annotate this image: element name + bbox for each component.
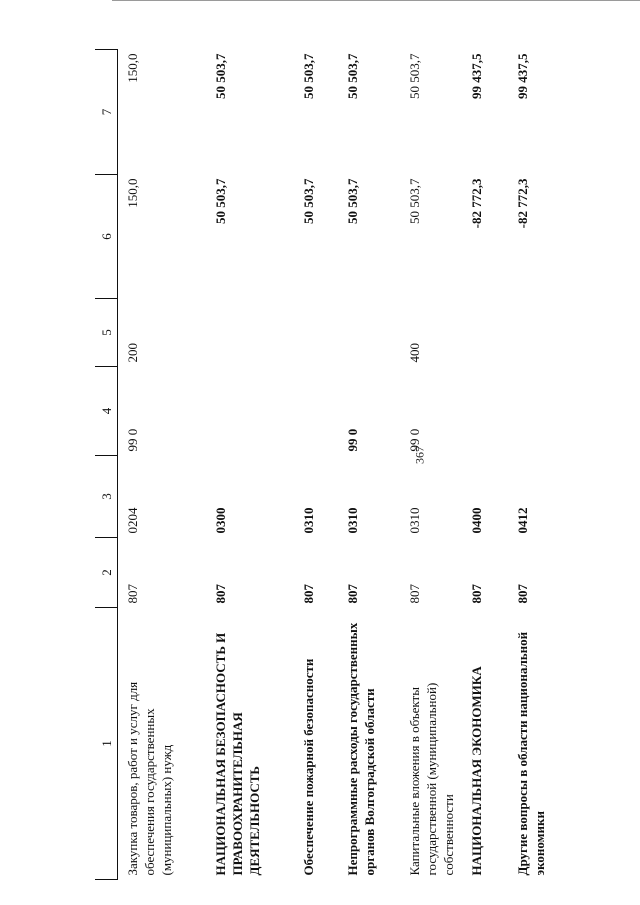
row-expense-type [462, 299, 508, 367]
row-target-code [508, 367, 552, 456]
top-rule [112, 0, 640, 1]
header-col-7: 7 [95, 50, 118, 175]
row-amount-2: 50 503,7 [212, 53, 228, 99]
header-col-3: 3 [95, 456, 118, 538]
row-amount-1: 50 503,7 [406, 178, 422, 224]
row-amount-2: 150,0 [125, 53, 140, 83]
header-col-4: 4 [95, 367, 118, 456]
row-ministry-code: 807 [300, 584, 316, 604]
row-name: НАЦИОНАЛЬНАЯ ЭКОНОМИКА [468, 666, 484, 876]
row-amount-2: 99 437,5 [468, 53, 484, 99]
row-target-code [206, 367, 294, 456]
row-section-code: 0400 [468, 507, 484, 534]
page-number: 367 [412, 446, 427, 464]
row-target-code [294, 367, 338, 456]
row-section-code: 0310 [300, 507, 316, 534]
row-expense-type [338, 299, 400, 367]
row-ministry-code: 807 [514, 584, 530, 604]
row-amount-2: 50 503,7 [344, 53, 360, 99]
header-col-1: 1 [95, 608, 118, 880]
table-row [400, 50, 462, 880]
row-amount-2: 50 503,7 [406, 53, 422, 99]
row-expense-type: 200 [125, 343, 140, 363]
row-amount-1: 50 503,7 [344, 178, 360, 224]
row-amount-2: 99 437,5 [514, 53, 530, 99]
row-name: Другие вопросы в области национальной экономики [514, 631, 547, 876]
row-name: Непрограммные расходы государственных органов Волгоградской области [344, 622, 377, 876]
row-ministry-code: 807 [125, 584, 140, 604]
table-row [508, 50, 552, 880]
row-expense-type [294, 299, 338, 367]
row-amount-1: -82 772,3 [468, 178, 484, 229]
row-section-code: 0310 [406, 507, 422, 534]
row-ministry-code: 807 [468, 584, 484, 604]
row-amount-1: 50 503,7 [300, 178, 316, 224]
table-row [206, 50, 294, 880]
table-row [462, 50, 508, 880]
header-col-2: 2 [95, 538, 118, 608]
row-expense-type: 400 [406, 343, 422, 363]
row-ministry-code: 807 [344, 584, 360, 604]
row-section-code: 0310 [344, 507, 360, 534]
row-expense-type [206, 299, 294, 367]
table-row [118, 50, 206, 880]
row-amount-2: 50 503,7 [300, 53, 316, 99]
row-target-code: 99 0 [406, 428, 422, 452]
row-name: Закупка товаров, работ и услуг для обеспечения государственных (муниципальных) нужд [125, 681, 174, 876]
row-name: Обеспечение пожарной безопасности [300, 658, 316, 876]
row-name: НАЦИОНАЛЬНАЯ БЕЗОПАСНОСТЬ И ПРАВООХРАНИТЕЛЬНАЯ ДЕЯТЕЛЬНОСТЬ [212, 632, 262, 876]
table-row [338, 50, 400, 880]
header-col-5: 5 [95, 299, 118, 367]
row-amount-1: 50 503,7 [212, 178, 228, 224]
row-amount-1: 150,0 [125, 178, 140, 208]
row-section-code: 0204 [125, 507, 140, 534]
row-target-code: 99 0 [125, 428, 140, 452]
row-name: Капитальные вложения в объекты государственной (муниципальной) собственности [406, 682, 456, 876]
row-target-code: 99 0 [344, 428, 360, 452]
budget-table [95, 49, 552, 880]
budget-table-rotated [95, 50, 565, 880]
header-row [95, 50, 118, 880]
row-amount-1: -82 772,3 [514, 178, 530, 229]
row-expense-type [508, 299, 552, 367]
row-ministry-code: 807 [406, 584, 422, 604]
row-target-code [462, 367, 508, 456]
header-col-6: 6 [95, 175, 118, 299]
row-ministry-code: 807 [212, 584, 228, 604]
row-section-code: 0300 [212, 507, 228, 534]
table-row [294, 50, 338, 880]
row-section-code: 0412 [514, 507, 530, 534]
